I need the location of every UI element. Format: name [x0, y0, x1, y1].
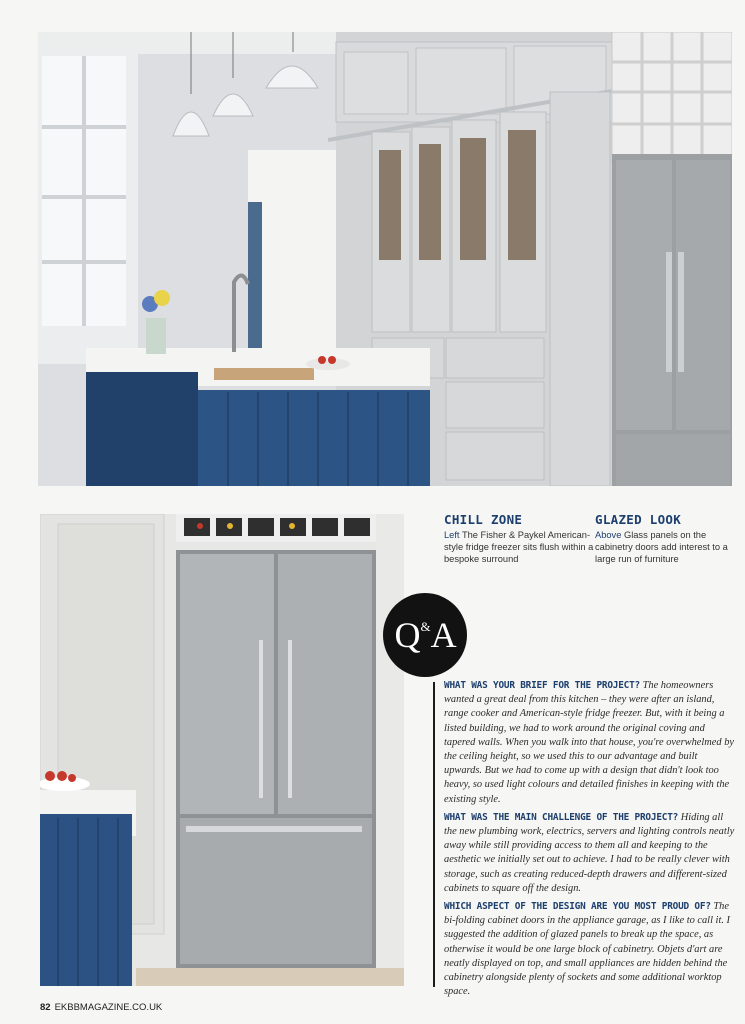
caption-body: Glass panels on the cabinetry doors add interest to a large run of furniture: [595, 530, 728, 564]
qa-question: WHICH ASPECT OF THE DESIGN ARE YOU MOST PROUD OF?: [444, 901, 711, 913]
kitchen-photo-top: [38, 32, 732, 486]
page-footer: [40, 1002, 162, 1013]
qa-badge-q: Q: [394, 615, 420, 655]
caption-glazed-look: [595, 512, 735, 565]
caption-direction: Above: [595, 530, 622, 540]
qa-item-brief: [444, 679, 736, 807]
qa-badge-amp: &: [420, 619, 430, 634]
fridge-freezer-illustration: [40, 514, 404, 986]
qa-question: WHAT WAS THE MAIN CHALLENGE OF THE PROJECT?: [444, 811, 679, 823]
caption-title: CHILL ZONE: [444, 512, 523, 527]
qa-question: WHAT WAS YOUR BRIEF FOR THE PROJECT?: [444, 680, 640, 691]
qa-section: [444, 679, 736, 1003]
fridge-photo: [40, 514, 404, 986]
qa-answer: The bi-folding cabinet doors in the appliance garage, as I like to call it. I suggested the addition of glazed panels to break up the space, as otherwise it would be one large block of cabinetry. Objets d'art are neatly displayed on top, and small appliances are hidden behind the cabinetry alongside plenty of sockets and some additional worktop space.: [444, 901, 730, 998]
magazine-url: EKBBMAGAZINE.CO.UK: [54, 1002, 163, 1013]
page-number: 82: [40, 1002, 51, 1013]
qa-answer: The homeowners wanted a great deal from this kitchen – they were after an island, range cooker and American-style fridge freezer. But, with it being a listed building, we had to work around the original coving and tapered walls. When you walk into that house, you're overwhelmed by the ceiling height, so we used this to our advantage and built upwards. But we had to come up with a design that didn't look too heavy, so used light colours and detailed finishes in keeping with the existing style.: [444, 680, 735, 805]
qa-badge: [383, 593, 467, 677]
qa-vertical-rule: [433, 682, 435, 987]
kitchen-island-illustration: [38, 32, 732, 486]
caption-title: GLAZED LOOK: [595, 512, 682, 527]
qa-badge-a: A: [430, 615, 456, 655]
qa-answer: Hiding all the new plumbing work, electrics, servers and lighting controls neatly away while still providing access to them all and keeping to the aesthetic we initially set out to achieve. I had to be really clever with storage, such as creating reduced-depth drawers and different-sized cabinets to square off the design.: [444, 811, 735, 894]
qa-item-challenge: [444, 811, 736, 896]
caption-body: The Fisher & Paykel American-style fridge freezer sits flush within a bespoke surround: [444, 530, 594, 564]
caption-chill-zone: [444, 512, 594, 565]
qa-item-proud: [444, 900, 736, 999]
caption-direction: Left: [444, 530, 460, 540]
caption-text: [444, 529, 594, 565]
caption-text: [595, 529, 735, 565]
